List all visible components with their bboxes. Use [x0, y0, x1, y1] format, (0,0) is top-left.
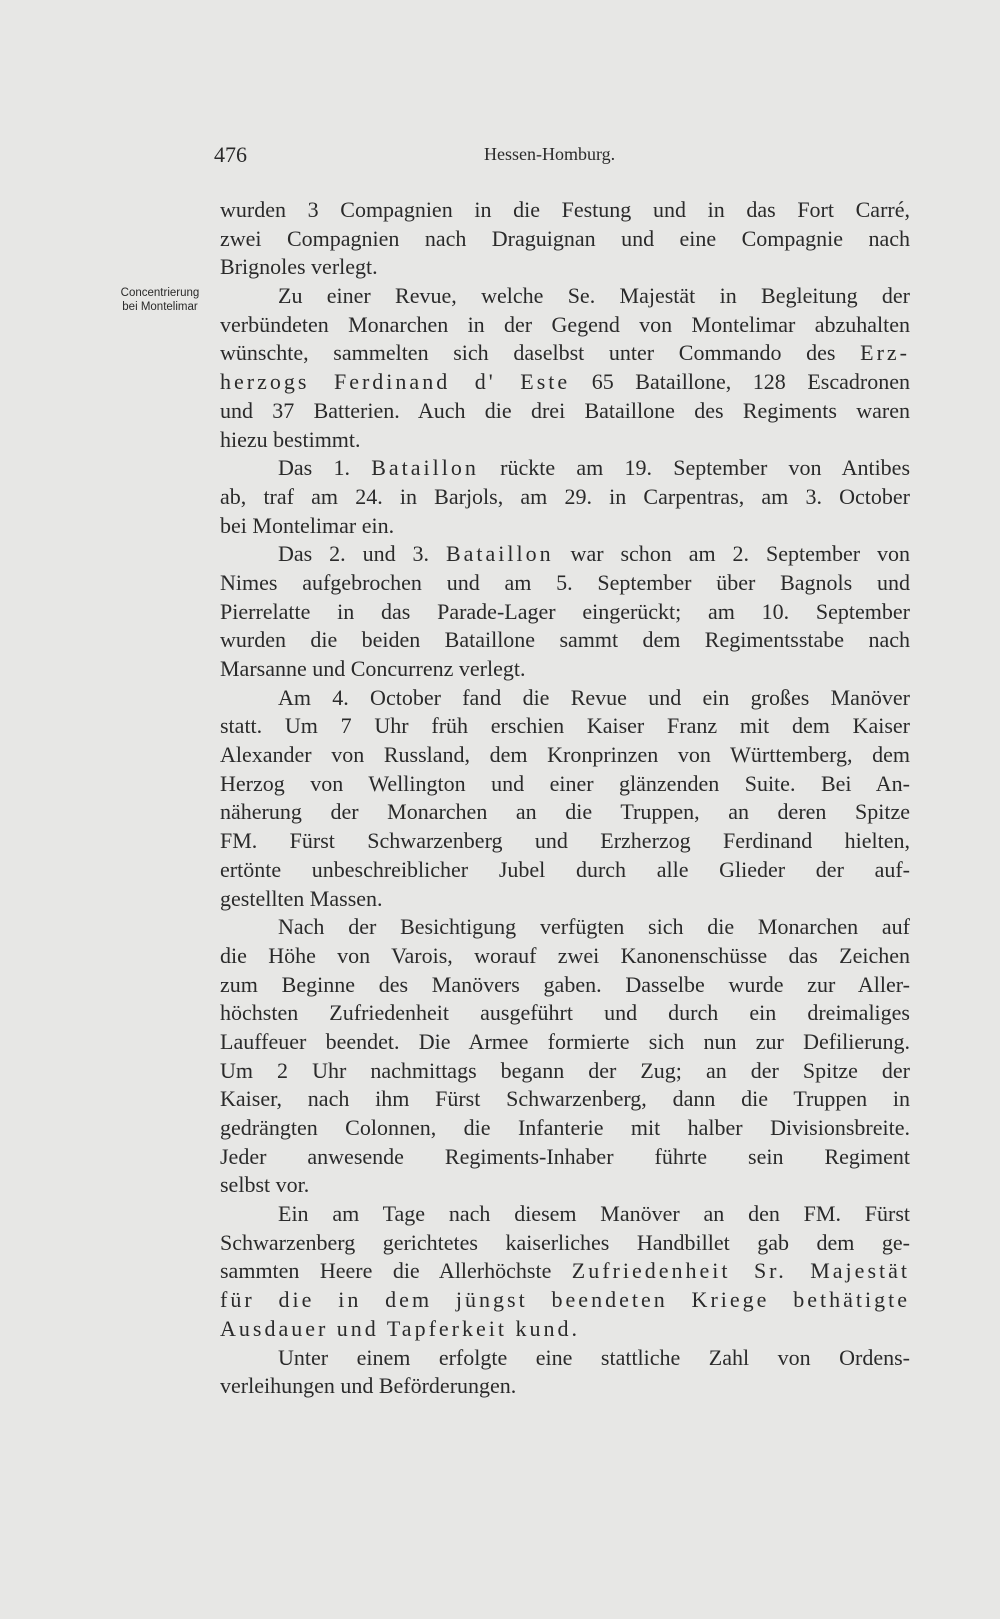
text-run: Unter einem erfolgte eine stattliche Zahl von Ordens- — [278, 1344, 910, 1370]
text-run: Pierrelatte in das Parade-Lager eingerückt; am 10. September — [220, 598, 910, 624]
text-line — [220, 1286, 910, 1315]
text-run: Um 2 Uhr nachmittags begann der Zug; an der Spitze der — [220, 1057, 910, 1083]
text-line — [220, 684, 910, 713]
text-line — [220, 426, 910, 455]
text-run: Jeder anwesende Regiments-Inhaber führte sein Regiment — [220, 1143, 910, 1169]
text-run: Nimes aufgebrochen und am 5. September über Bagnols und — [220, 569, 910, 595]
text-run: bei Montelimar ein. — [220, 512, 395, 538]
margin-note-line: Concentrierung — [120, 287, 200, 299]
text-line — [220, 942, 910, 971]
text-run: verbündeten Monarchen in der Gegend von Montelimar abzuhalten — [220, 311, 910, 337]
body-text — [220, 196, 910, 1401]
text-line — [220, 856, 910, 885]
margin-note — [105, 286, 215, 314]
text-run: Lauffeuer beendet. Die Armee formierte sich nun zur Defilierung. — [220, 1028, 910, 1054]
text-run: Herzog von Wellington und einer glänzenden Suite. Bei An- — [220, 770, 910, 796]
text-line — [220, 1171, 910, 1200]
text-run: Am 4. October fand die Revue und ein großes Manöver — [278, 684, 910, 710]
text-run: Brignoles verlegt. — [220, 254, 378, 280]
spaced-text: Ausdauer und Tapferkeit kund. — [220, 1315, 580, 1341]
text-line — [220, 712, 910, 741]
text-line — [220, 598, 910, 627]
text-run: Alexander von Russland, dem Kronprinzen von Württemberg, dem — [220, 742, 910, 768]
text-run: Ein am Tage nach diesem Manöver an den FM. Fürst — [278, 1201, 910, 1227]
text-run: selbst vor. — [220, 1172, 310, 1198]
text-line — [220, 913, 910, 942]
text-run: 65 Bataillone, 128 Escadronen — [570, 369, 910, 395]
text-line — [220, 397, 910, 426]
text-run: die Höhe von Varois, worauf zwei Kanonenschüsse das Zeichen — [220, 942, 910, 968]
text-line — [220, 741, 910, 770]
text-run: Das 2. und 3. — [278, 541, 446, 567]
text-run: wurden 3 Compagnien in die Festung und in das Fort Carré, — [220, 197, 910, 222]
text-run: hiezu bestimmt. — [220, 426, 361, 452]
spaced-text: Bataillon — [445, 541, 554, 567]
text-run: Das 1. — [278, 455, 372, 481]
text-line — [220, 1143, 910, 1172]
text-run: Zu einer Revue, welche Se. Majestät in Begleitung der — [278, 283, 910, 309]
text-line — [220, 770, 910, 799]
text-run: zum Beginne des Manövers gaben. Dasselbe wurde zur Aller- — [220, 971, 910, 997]
text-line — [220, 1028, 910, 1057]
text-run: zwei Compagnien nach Draguignan und eine Compagnie nach — [220, 225, 910, 251]
text-line — [220, 1372, 910, 1401]
spaced-text: Erz- — [860, 340, 910, 366]
text-run: verleihungen und Beförderungen. — [220, 1373, 517, 1399]
text-line — [220, 311, 910, 340]
text-line — [220, 626, 910, 655]
running-head: Hessen-Homburg. — [484, 144, 616, 164]
text-line — [220, 1057, 910, 1086]
page-header — [214, 142, 634, 172]
text-line — [220, 1315, 910, 1344]
text-run: FM. Fürst Schwarzenberg und Erzherzog Ferdinand hielten, — [220, 828, 910, 854]
text-line — [220, 1257, 910, 1286]
text-run: Kaiser, nach ihm Fürst Schwarzenberg, dann die Truppen in — [220, 1086, 910, 1112]
text-line — [220, 282, 910, 311]
text-line — [220, 454, 910, 483]
text-run: war schon am 2. September von — [553, 541, 910, 567]
text-line — [220, 196, 910, 225]
text-run: höchsten Zufriedenheit ausgeführt und durch ein dreimaliges — [220, 1000, 910, 1026]
text-run: rückte am 19. September von Antibes — [478, 455, 910, 481]
text-line — [220, 1229, 910, 1258]
text-run: gedrängten Colonnen, die Infanterie mit halber Divisionsbreite. — [220, 1115, 910, 1140]
text-run: wünschte, sammelten sich daselbst unter Commando des — [220, 340, 861, 366]
text-line — [220, 1344, 910, 1373]
text-line — [220, 225, 910, 254]
text-line — [220, 253, 910, 282]
text-run: Nach der Besichtigung verfügten sich die Monarchen auf — [278, 914, 910, 940]
text-line — [220, 885, 910, 914]
spaced-text: Bataillon — [371, 455, 479, 481]
text-line — [220, 798, 910, 827]
text-run: sammten Heere die Allerhöchste — [220, 1258, 572, 1284]
text-line — [220, 569, 910, 598]
text-line — [220, 1085, 910, 1114]
text-line — [220, 368, 910, 397]
text-run: statt. Um 7 Uhr früh erschien Kaiser Franz mit dem Kaiser — [220, 713, 910, 739]
spaced-text: Zufriedenheit Sr. Majestät — [571, 1258, 910, 1284]
text-line — [220, 483, 910, 512]
text-run: wurden die beiden Bataillone sammt dem Regimentsstabe nach — [220, 627, 910, 653]
margin-note-line: bei Montelimar — [122, 301, 198, 313]
text-line — [220, 512, 910, 541]
text-run: und 37 Batterien. Auch die drei Bataillone des Regiments waren — [220, 397, 910, 423]
text-line — [220, 1200, 910, 1229]
text-run: näherung der Monarchen an die Truppen, an deren Spitze — [220, 799, 910, 825]
text-run: Schwarzenberg gerichtetes kaiserliches Handbillet gab dem ge- — [220, 1229, 910, 1255]
text-run: gestellten Massen. — [220, 885, 383, 911]
text-line — [220, 540, 910, 569]
text-run: Marsanne und Concurrenz verlegt. — [220, 656, 526, 681]
text-line — [220, 999, 910, 1028]
text-line — [220, 655, 910, 684]
text-line — [220, 339, 910, 368]
text-line — [220, 971, 910, 1000]
text-line — [220, 1114, 910, 1143]
text-run: ab, traf am 24. in Barjols, am 29. in Carpentras, am 3. October — [220, 483, 910, 509]
page-number: 476 — [214, 142, 247, 167]
text-line — [220, 827, 910, 856]
spaced-text: herzogs Ferdinand d' Este — [220, 369, 571, 395]
text-run: ertönte unbeschreiblicher Jubel durch alle Glieder der auf- — [220, 856, 910, 882]
spaced-text: für die in dem jüngst beendeten Kriege bethätigte — [220, 1287, 910, 1313]
